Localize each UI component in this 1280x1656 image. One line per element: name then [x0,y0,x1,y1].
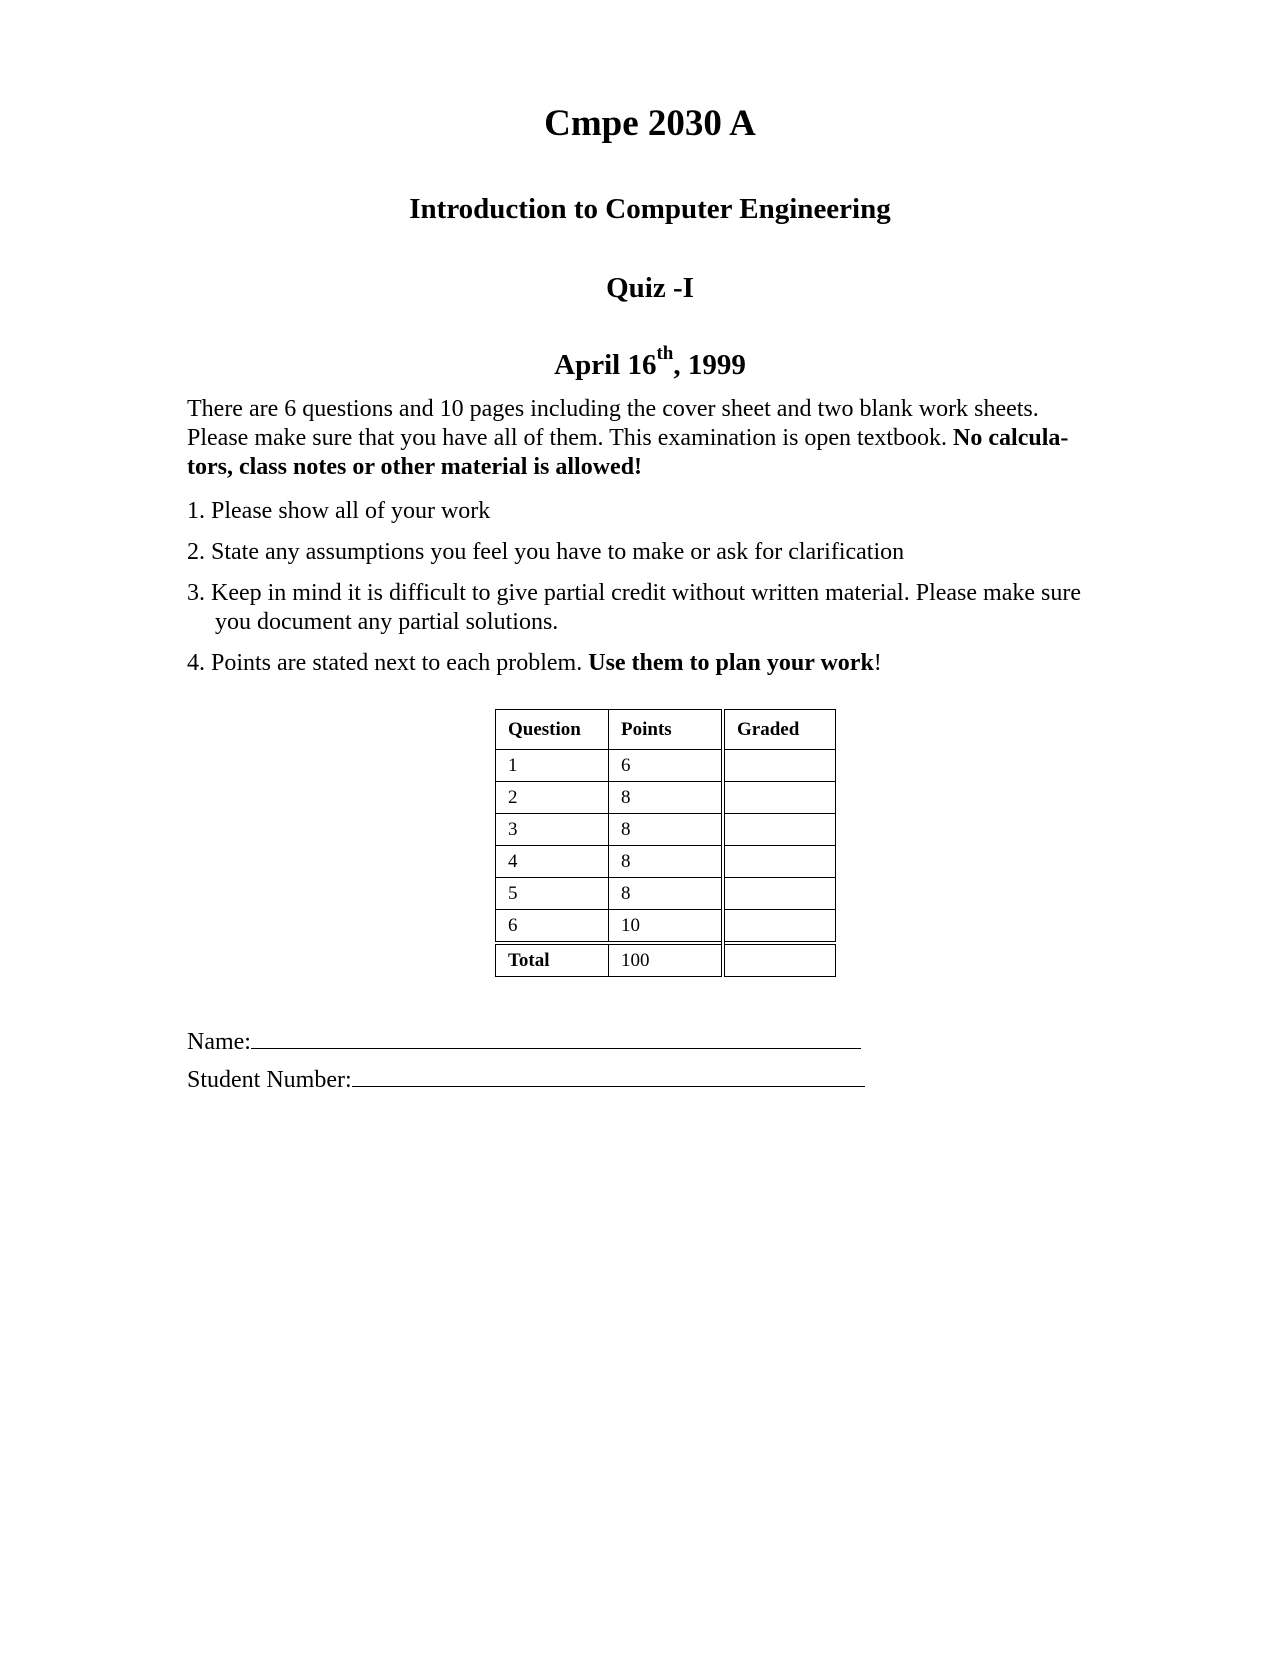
question-cell: 2 [496,782,609,814]
instruction-item-4 [187,649,1132,678]
graded-cell[interactable] [723,846,836,878]
question-cell: 6 [496,910,609,944]
instruction-list [187,497,1132,690]
table-row [496,782,836,814]
name-field[interactable] [187,1026,861,1057]
score-table [495,709,836,977]
question-cell: 1 [496,750,609,782]
header-question: Question [496,710,609,750]
course-title: Cmpe 2030 A [544,103,756,144]
total-graded-cell[interactable] [723,943,836,977]
instruction-item-3-line-2: you document any partial solutions. [215,609,559,635]
student-number-field[interactable] [187,1064,865,1095]
graded-cell[interactable] [723,814,836,846]
instruction-item-4-end: ! [873,650,882,676]
total-row [496,943,836,977]
instruction-item-2: 2. State any assumptions you feel you have to make or ask for clarification [187,539,905,565]
points-cell: 8 [609,782,724,814]
date-month-day: April 16 [554,349,657,381]
header-graded: Graded [723,710,836,750]
score-table-header-row [496,710,836,750]
quiz-title: Quiz -I [606,272,694,304]
graded-cell[interactable] [723,782,836,814]
table-row [496,750,836,782]
intro-line-1: There are 6 questions and 10 pages including the cover sheet and two blank work sheets. [187,396,1039,422]
table-row [496,846,836,878]
points-cell: 8 [609,878,724,910]
intro-line-2 [187,424,1122,453]
name-input-line[interactable] [251,1026,861,1049]
points-cell: 8 [609,846,724,878]
graded-cell[interactable] [723,910,836,944]
table-row [496,814,836,846]
instruction-item-4-bold: Use them to plan your work [588,650,874,676]
total-label: Total [496,943,609,977]
instruction-item-3-line-1: 3. Keep in mind it is difficult to give partial credit without written material. Please make sure [187,580,1081,606]
points-cell: 8 [609,814,724,846]
question-cell: 4 [496,846,609,878]
intro-line-3-bold: tors, class notes or other material is allowed! [187,454,643,480]
intro-line-2-bold: No calcula- [953,425,1069,451]
student-number-input-line[interactable] [352,1064,865,1087]
total-points: 100 [609,943,724,977]
header-points: Points [609,710,724,750]
points-cell: 6 [609,750,724,782]
graded-cell[interactable] [723,878,836,910]
course-subtitle: Introduction to Computer Engineering [409,193,891,225]
table-row [496,910,836,944]
date-suffix: th [656,343,674,365]
question-cell: 3 [496,814,609,846]
name-label: Name: [187,1029,251,1055]
quiz-date [0,345,1280,385]
intro-line-2-text: Please make sure that you have all of them. This examination is open textbook. [187,425,954,451]
points-cell: 10 [609,910,724,944]
student-number-label: Student Number: [187,1067,352,1093]
instruction-item-1: 1. Please show all of your work [187,498,491,524]
instruction-item-3 [187,579,1132,637]
question-cell: 5 [496,878,609,910]
date-year: , 1999 [673,349,746,381]
intro-paragraph [187,395,1122,482]
table-row [496,878,836,910]
graded-cell[interactable] [723,750,836,782]
instruction-item-4-text: 4. Points are stated next to each problem. [187,650,589,676]
